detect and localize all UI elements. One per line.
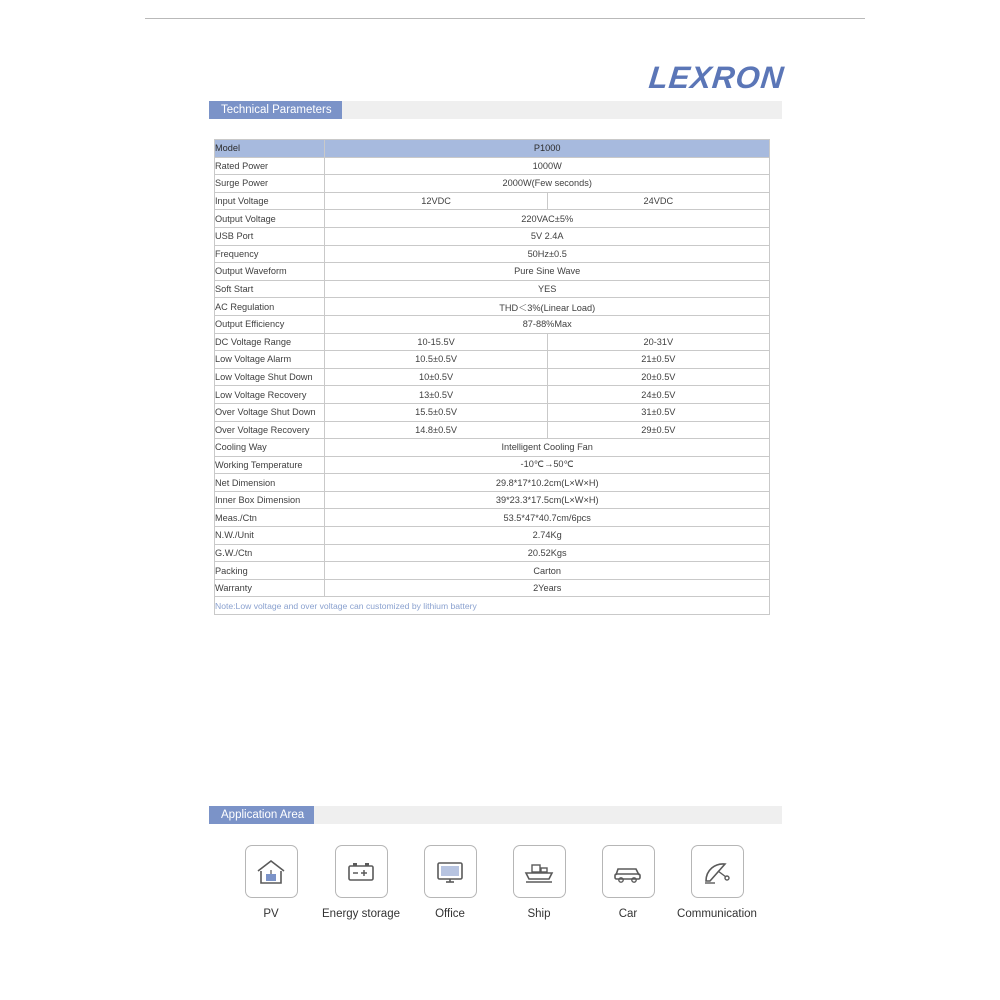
spec-label: Working Temperature [215, 456, 325, 474]
spec-value: 31±0.5V [547, 403, 769, 421]
spec-value: 87-88%Max [325, 315, 770, 333]
spec-value: 29±0.5V [547, 421, 769, 439]
ship-icon [514, 846, 565, 897]
spec-value: 10.5±0.5V [325, 351, 547, 369]
spec-value: 2Years [325, 579, 770, 597]
spec-label: USB Port [215, 227, 325, 245]
spec-label: Over Voltage Recovery [215, 421, 325, 439]
application-label: Office [435, 908, 465, 920]
spec-value: 10±0.5V [325, 368, 547, 386]
spec-value: 50Hz±0.5 [325, 245, 770, 263]
spec-label: Low Voltage Alarm [215, 351, 325, 369]
top-divider [145, 18, 865, 19]
table-row [215, 562, 770, 580]
spec-label: Surge Power [215, 175, 325, 193]
application-icon-box [424, 845, 477, 898]
spec-label: Low Voltage Shut Down [215, 368, 325, 386]
spec-value: 39*23.3*17.5cm(L×W×H) [325, 491, 770, 509]
table-row [215, 544, 770, 562]
spec-value: 12VDC [325, 192, 547, 210]
table-row [215, 333, 770, 351]
spec-label: AC Regulation [215, 298, 325, 316]
table-row [215, 351, 770, 369]
spec-value: P1000 [325, 140, 770, 158]
section-title-technical: Technical Parameters [209, 101, 342, 119]
spec-value: Intelligent Cooling Fan [325, 439, 770, 457]
table-row [215, 315, 770, 333]
table-row [215, 474, 770, 492]
table-row [215, 368, 770, 386]
table-row [215, 386, 770, 404]
spec-value: 24±0.5V [547, 386, 769, 404]
spec-value: 53.5*47*40.7cm/6pcs [325, 509, 770, 527]
table-row [215, 298, 770, 316]
application-area-list [214, 845, 784, 945]
spec-label: Input Voltage [215, 192, 325, 210]
table-row [215, 527, 770, 545]
section-title-application: Application Area [209, 806, 314, 824]
spec-value: YES [325, 280, 770, 298]
brand-logo: LEXRON [647, 60, 786, 95]
application-label: PV [263, 908, 279, 920]
spec-label: Warranty [215, 579, 325, 597]
table-note-row [215, 597, 770, 615]
table-row [215, 439, 770, 457]
application-icon-box [335, 845, 388, 898]
spec-label: Frequency [215, 245, 325, 263]
spec-value: 24VDC [547, 192, 769, 210]
table-row [215, 421, 770, 439]
spec-note: Note:Low voltage and over voltage can customized by lithium battery [215, 597, 770, 615]
spec-value: 1000W [325, 157, 770, 175]
spec-value: Pure Sine Wave [325, 263, 770, 281]
spec-label: Low Voltage Recovery [215, 386, 325, 404]
table-row [215, 403, 770, 421]
spec-label: N.W./Unit [215, 527, 325, 545]
spec-label: Meas./Ctn [215, 509, 325, 527]
table-row [215, 140, 770, 158]
spec-value: 15.5±0.5V [325, 403, 547, 421]
application-icon-box [245, 845, 298, 898]
table-row [215, 175, 770, 193]
spec-label: Output Waveform [215, 263, 325, 281]
satellite-dish-icon [692, 846, 743, 897]
application-label: Car [618, 908, 638, 920]
spec-label: Rated Power [215, 157, 325, 175]
spec-label: Soft Start [215, 280, 325, 298]
table-row [215, 245, 770, 263]
technical-parameters-table [214, 139, 770, 615]
battery-icon [336, 846, 387, 897]
spec-label: Inner Box Dimension [215, 491, 325, 509]
spec-value: 29.8*17*10.2cm(L×W×H) [325, 474, 770, 492]
application-icon-box [513, 845, 566, 898]
table-row [215, 227, 770, 245]
application-label: Ship [527, 908, 551, 920]
spec-value: 20.52Kgs [325, 544, 770, 562]
spec-label: Output Voltage [215, 210, 325, 228]
section-header-application [209, 806, 782, 824]
table-row [215, 579, 770, 597]
application-item-communication [657, 845, 777, 920]
spec-value: 2000W(Few seconds) [325, 175, 770, 193]
table-row [215, 456, 770, 474]
table-row [215, 157, 770, 175]
application-label: Energy storage [322, 908, 400, 920]
spec-label: Cooling Way [215, 439, 325, 457]
house-solar-icon [246, 846, 297, 897]
car-icon [603, 846, 654, 897]
table-row [215, 491, 770, 509]
application-label: Communication [677, 908, 757, 920]
application-icon-box [602, 845, 655, 898]
spec-label: DC Voltage Range [215, 333, 325, 351]
spec-value: 220VAC±5% [325, 210, 770, 228]
spec-value: 20±0.5V [547, 368, 769, 386]
spec-label: Net Dimension [215, 474, 325, 492]
table-row [215, 280, 770, 298]
spec-label: Packing [215, 562, 325, 580]
spec-value: 21±0.5V [547, 351, 769, 369]
table-row [215, 509, 770, 527]
spec-label: Over Voltage Shut Down [215, 403, 325, 421]
spec-value: Carton [325, 562, 770, 580]
spec-label: Output Efficiency [215, 315, 325, 333]
spec-value: 10-15.5V [325, 333, 547, 351]
section-header-technical [209, 101, 782, 119]
table-row [215, 263, 770, 281]
spec-value: THD＜3%(Linear Load) [325, 298, 770, 316]
spec-value: 13±0.5V [325, 386, 547, 404]
table-row [215, 210, 770, 228]
spec-value: 14.8±0.5V [325, 421, 547, 439]
spec-label: G.W./Ctn [215, 544, 325, 562]
spec-value: 2.74Kg [325, 527, 770, 545]
table-row [215, 192, 770, 210]
monitor-icon [425, 846, 476, 897]
spec-value: -10℃→50℃ [325, 456, 770, 474]
spec-value: 5V 2.4A [325, 227, 770, 245]
spec-label: Model [215, 140, 325, 158]
application-icon-box [691, 845, 744, 898]
spec-value: 20-31V [547, 333, 769, 351]
